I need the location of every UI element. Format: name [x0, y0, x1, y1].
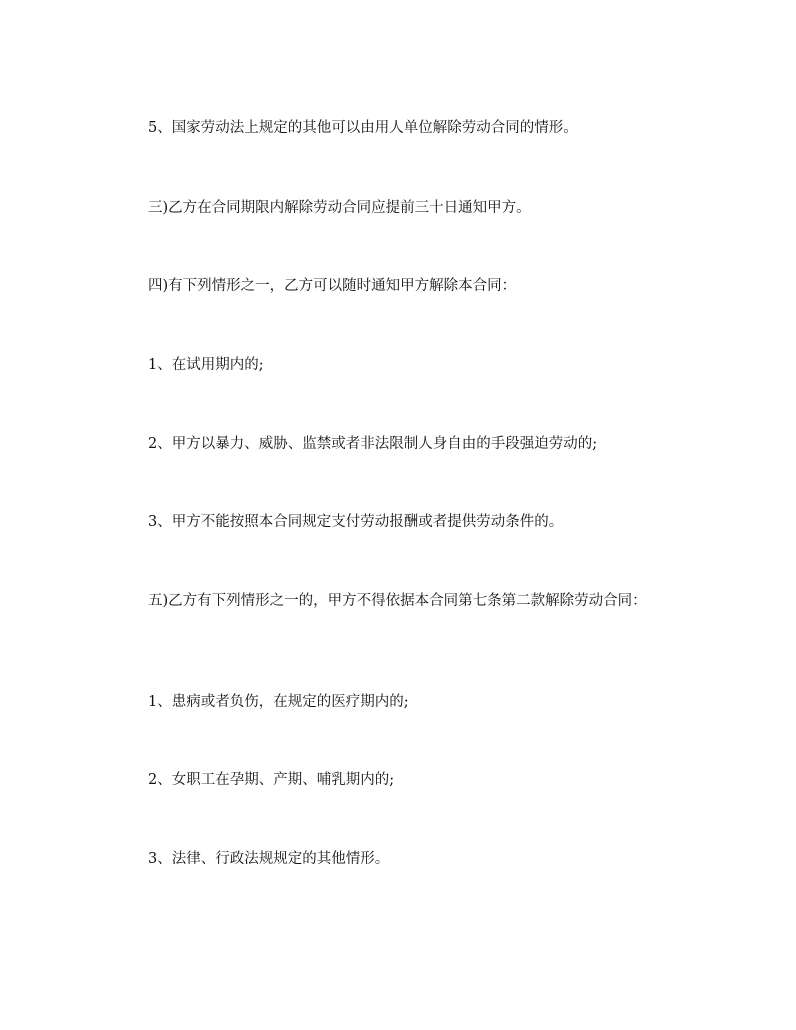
paragraph-9: 2、女职工在孕期、产期、哺乳期内的; [148, 772, 395, 788]
paragraph-8: 1、患病或者负伤，在规定的医疗期内的; [148, 694, 409, 710]
paragraph-1: 5、国家劳动法上规定的其他可以由用人单位解除劳动合同的情形。 [148, 120, 578, 136]
paragraph-4: 1、在试用期内的; [148, 357, 264, 373]
paragraph-10: 3、法律、行政法规规定的其他情形。 [148, 851, 390, 867]
paragraph-6: 3、甲方不能按照本合同规定支付劳动报酬或者提供劳动条件的。 [148, 514, 564, 530]
paragraph-7: 五)乙方有下列情形之一的，甲方不得依据本合同第七条第二款解除劳动合同： [148, 593, 647, 609]
paragraph-3: 四)有下列情形之一，乙方可以随时通知甲方解除本合同： [148, 278, 517, 294]
paragraph-2: 三)乙方在合同期限内解除劳动合同应提前三十日通知甲方。 [148, 200, 531, 216]
paragraph-5: 2、甲方以暴力、威胁、监禁或者非法限制人身自由的手段强迫劳动的; [148, 436, 598, 452]
